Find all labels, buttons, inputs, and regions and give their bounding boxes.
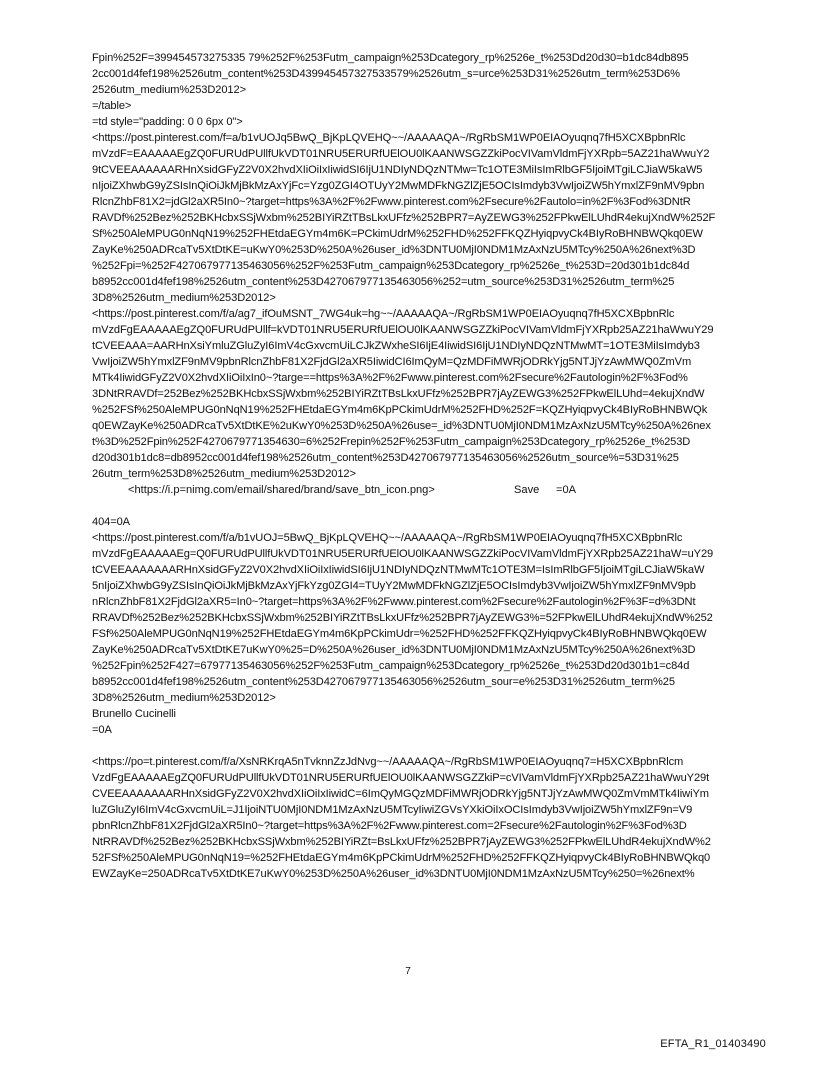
text-line: =/table>: [92, 100, 132, 112]
save-button-row: [92, 482, 764, 498]
text-line: RRAVDf%252Bez%252BKHcbxSSjWxbm%252BIYiRZtTBsLkxUFfz%252BPR7jAyZEWG3%=52FPkwElLUhdR4ekujXndW%252: [92, 612, 713, 624]
save-suffix: =0A: [556, 484, 577, 496]
text-line: t%3D%252Fpin%252F4270679771354630=6%252Frepin%252F%253Futm_campaign%253Dcategory_rp%2526e_t%253D: [92, 436, 691, 448]
text-line: <https://po=t.pinterest.com/f/a/XsNRKrqA5nTvknnZzJdNvg~~/AAAAAQA~/RgRbSM1WP0EIAOyuqnq7=H5XCXBpbnRlcm: [92, 756, 684, 768]
text-line: <https://post.pinterest.com/f=a/b1vUOJq5BwQ_BjKpLQVEHQ~~/AAAAAQA~/RgRbSM1WP0EIAOyuqnq7fH5XCXBpbnRlc: [92, 132, 686, 144]
text-line: RAVDf%252Bez%252BKHcbxSSjWxbm%252BIYiRZtTBsLkxUFfz%252BPR7=AyZEWG3%252FPkwElLUhdR4ekujXndW%252F: [92, 212, 716, 224]
text-block-3: [92, 754, 764, 882]
text-line: tCVEEAAA=AARHnXsiYmluZGluZyI6ImV4cGxvcmUiLCJkZWxheSI6IjE4IiwidSI6IjU1NDIyNDQzNTMwMT=1OTE3MiIsImdyb3: [92, 340, 700, 352]
text-line: MTk4IiwidGFyZ2V0X2hvdXIiOiIxIn0~?targe==https%3A%2F%2Fwww.pinterest.com%2Fsecure%2Fautologin%2F%3Fod%: [92, 372, 688, 384]
text-line: VzdFgEAAAAAEgZQ0FURUdPUllfUkVDT01NRU5ERURfUElOU0lKAANWSGZZkiP=cVIVamVldmFjYXRpb25AZ21haWwuY29t: [92, 772, 710, 784]
text-line: b8952cc001d4fef198%2526utm_content%253D427067977135463056%2526utm_sour=e%253D31%2526utm_term%25: [92, 676, 675, 688]
text-line: b8952cc001d4fef198%2526utm_content%253D427067977135463056%252=utm_source%253D31%2526utm_term%25: [92, 276, 675, 288]
text-line: <https://post.pinterest.com/f/a/ag7_ifOuMSNT_7WG4uk=hg~~/AAAAAQA~/RgRbSM1WP0EIAOyuqnq7fH5XCXBpbnRlc: [92, 308, 675, 320]
text-line: 3DNtRRAVDf=252Bez%252BKHcbxSSjWxbm%252BIYiRZtTBsLkxUFfz%252BPR7jAyZEWG3%252FPkwElLUhd=4ekujXndW: [92, 388, 705, 400]
blank-line: [92, 498, 764, 514]
text-line: ZayKe%250ADRcaTv5XtDtKE7uKwY0%25=D%250A%26user_id%3DNTU0MjI0NDM1MzAxNzU5MTcy%250A%26next%3D: [92, 644, 696, 656]
text-line: %252Fpin%252F427=67977135463056%252F%253Futm_campaign%253Dcategory_rp%2526e_t%253Dd20d301b1=c84d: [92, 660, 690, 672]
text-line: ZayKe%250ADRcaTv5XtDtKE=uKwY0%253D%250A%26user_id%3DNTU0MjI0NDM1MzAxNzU5MTcy%250A%26next%3D: [92, 244, 696, 256]
text-line: Brunello Cucinelli: [92, 708, 176, 720]
text-line: =td style="padding: 0 0 6px 0">: [92, 116, 243, 128]
text-line: EWZayKe=250ADRcaTv5XtDtKE7uKwY0%253D%250A%26user_id%3DNTU0MjI0NDM1MzAxNzU5MTcy%250=%26next%: [92, 868, 695, 880]
text-line: tCVEEAAAAAAARHnXsidGFyZ2V0X2hvdXIiOiIxIiwidSI6IjU1NDIyNDQzNTMwMTc1OTE3M=IsImRlbGF5IjoiMTgiLCJiaW5kaW: [92, 564, 705, 576]
text-line: 2526utm_medium%253D2012>: [92, 84, 246, 96]
text-line: q0EWZayKe%250ADRcaTv5XtDtKE%2uKwY0%253D%250A%26use=_id%3DNTU0MjI0NDM1MzAxNzU5MTcy%250A%26nex: [92, 420, 711, 432]
text-line: %252Fpi=%252F427067977135463056%252F%253Futm_campaign%253Dcategory_rp%2526e_t%253D=20d301b1dc84d: [92, 260, 690, 272]
text-line: nRlcnZhbF81X2FjdGl2aXR5=In0~?target=https%3A%2F%2Fwww.pinterest.com%2Fsecure%2Fautologin%2F%3F=d%3DNt: [92, 596, 696, 608]
text-line: Sf%250AleMPUG0nNqN19%252FHEtdaEGYm4m6K=PCkimUdrM%252FHD%252FFKQZHyiqpvyCk4BIyRoBHNBWQkq0EW: [92, 228, 703, 240]
text-line: nIjoiZXhwbG9yZSIsInQiOiJkMjBkMzAxYjFc=Yzg0ZGI4OTUyY2MwMDFkNGZlZjE5OCIsImdyb3VwIjoiZW5hYmxlZF9nMV9pbn: [92, 180, 705, 192]
text-block-2: [92, 514, 764, 738]
page-number: 7: [405, 966, 411, 977]
text-line: RlcnZhbF81X2=jdGl2aXR5In0~?target=https%3A%2F%2Fwww.pinterest.com%2Fsecure%2Fautolo=in%2F%3Fod%3DNtR: [92, 196, 691, 208]
text-line: pbnRlcnZhbF81X2FjdGl2aXR5In0~?target=https%3A%2F%2Fwww.pinterest.com=2Fsecure%2Fautologin%2F%3Fod%3D: [92, 820, 687, 832]
text-line: 3D8%2526utm_medium%253D2012>: [92, 292, 276, 304]
text-line: 404=0A: [92, 516, 130, 528]
text-line: mVzdFgEAAAAAEgZQ0FURUdPUllf=kVDT01NRU5ERURfUElOU0lKAANWSGZZkiPocVIVamVldmFjYXRpb25AZ21haWwuY29: [92, 324, 714, 336]
text-line: Fpin%252F=399454573275335 79%252F%253Futm_campaign%253Dcategory_rp%2526e_t%253Dd20d30=b1dc84db895: [92, 52, 689, 64]
text-block-1: [92, 50, 764, 482]
text-line: 5nIjoiZXhwbG9yZSIsInQiOiJkMjBkMzAxYjFkYzg0ZGI4=TUyY2MwMDFkNGZlZjE5OCIsImdyb3VwIjoiZW5hYmxlZF9nMV9pb: [92, 580, 696, 592]
text-line: mVzdFgEAAAAAEg=Q0FURUdPUllfUkVDT01NRU5ERURfUElOU0lKAANWSGZZkiPocVIVamVldmFjYXRpb25AZ21haW=uY29: [92, 548, 714, 560]
text-line: 9tCVEEAAAAAARHnXsidGFyZ2V0X2hvdXIiOiIxIiwidSI6IjU1NDIyNDQzNTMw=Tc1OTE3MiIsImRlbGF5IjoiMTgiLCJiaW5kaW5: [92, 164, 703, 176]
text-line: =0A: [92, 724, 112, 736]
text-line: d20d301b1dc8=db8952cc001d4fef198%2526utm_content%253D427067977135463056%2526utm_source%=53D31%25: [92, 452, 679, 464]
blank-line: [92, 738, 764, 754]
text-line: NtRRAVDf%252Bez%252BKHcbxSSjWxbm%252BIYiRZt=BsLkxUFfz%252BPR7jAyZEWG3%252FPkwElLUhdR4ekujXndW%2: [92, 836, 711, 848]
text-line: 2cc001d4fef198%2526utm_content%253D439945457327533579%2526utm_s=urce%253D31%2526utm_term%253D6%: [92, 68, 680, 80]
text-line: mVzdF=EAAAAAEgZQ0FURUdPUllfUkVDT01NRU5ERURfUElOU0lKAANWSGZZkiPocVIVamVldmFjYXRpb=5AZ21haWwuY2: [92, 148, 710, 160]
text-line: VwIjoiZW5hYmxlZF9nMV9pbnRlcnZhbF81X2FjdGl2aXR5IiwidCI6ImQyM=QzMDFiMWRjODRkYjg5NTJjYzAwMWQ0ZmVm: [92, 356, 692, 368]
text-line: %252FSf%250AleMPUG0nNqN19%252FHEtdaEGYm4m6KpPCkimUdrM%252FHD%252F=KQZHyiqpvyCk4BIyRoBHNBWQk: [92, 404, 708, 416]
text-line: 52FSf%250AleMPUG0nNqN19=%252FHEtdaEGYm4m6KpPCkimUdrM%252FHD%252FFKQZHyiqpvyCk4BIyRoBHNBWQkq0: [92, 852, 711, 864]
text-line: luZGluZyI6ImV4cGxvcmUiL=J1IjoiNTU0MjI0NDM1MzAxNzU5MTcyIiwiZGVsYXkiOiIxOCIsImdyb3VwIjoiZW5hYmxlZF9n=V9: [92, 804, 693, 816]
text-line: FSf%250AleMPUG0nNqN19%252FHEtdaEGYm4m6KpPCkimUdr=%252FHD%252FFKQZHyiqpvyCk4BIyRoBHNBWQkq0EW: [92, 628, 707, 640]
text-line: 3D8%2526utm_medium%253D2012>: [92, 692, 276, 704]
email-source-text: [92, 50, 764, 882]
text-line: CVEEAAAAAAARHnXsidGFyZ2V0X2hvdXIiOiIxIiwidC=6ImQyMGQzMDFiMWRjODRkYjg5NTJjYzAwMWQ0ZmVmMTk4IiwiYm: [92, 788, 709, 800]
save-label: Save: [514, 484, 540, 496]
text-line: 26utm_term%253D8%2526utm_medium%253D2012>: [92, 468, 356, 480]
save-icon-url: <https://i.p=nimg.com/email/shared/brand/save_btn_icon.png>: [128, 484, 435, 496]
document-id: EFTA_R1_01403490: [660, 1038, 766, 1050]
text-line: <https://post.pinterest.com/f/a/b1vUOJ=5BwQ_BjKpLQVEHQ~~/AAAAAQA~/RgRbSM1WP0EIAOyuqnq7fH5XCXBpbnRlc: [92, 532, 683, 544]
